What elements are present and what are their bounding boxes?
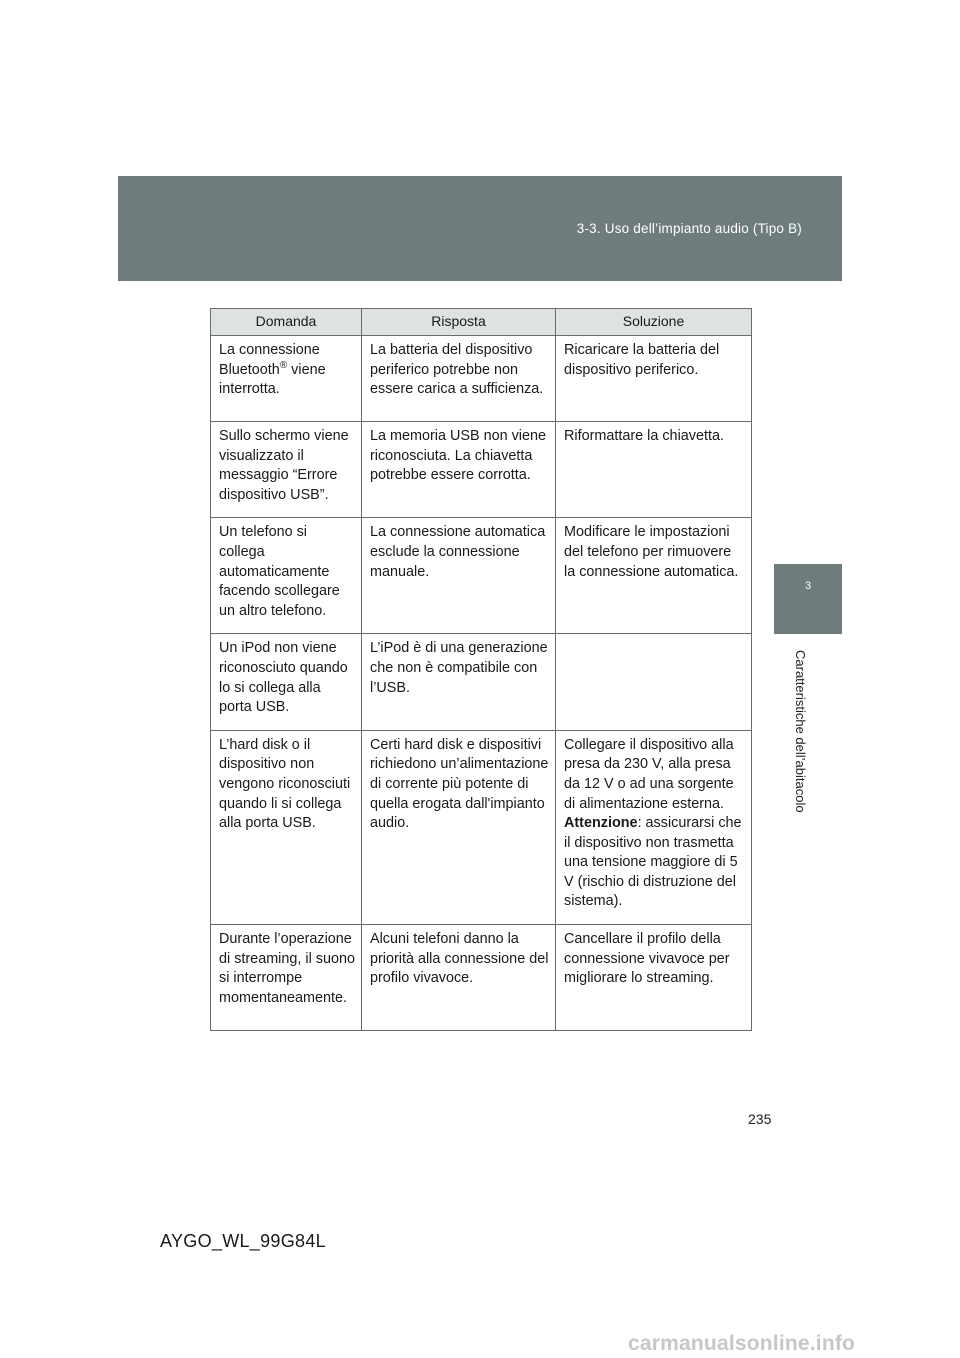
cell-soluzione: [556, 730, 752, 924]
chapter-number: 3: [804, 580, 812, 592]
document-code: AYGO_WL_99G84L: [160, 1231, 326, 1251]
cell-domanda: L’hard disk o il dispositivo non vengono riconosciuti quando li si collega alla porta USB.: [211, 730, 362, 924]
table-row: [211, 422, 752, 518]
chapter-label: Caratteristiche dell’abitacolo: [793, 650, 808, 813]
table-row: [211, 518, 752, 634]
column-header-soluzione: Soluzione: [556, 309, 752, 336]
domanda-text: La connessione Bluetooth: [219, 342, 320, 378]
chapter-tab: [774, 564, 842, 634]
table-row: [211, 336, 752, 422]
watermark: carmanualsonline.info: [628, 1332, 856, 1355]
cell-risposta: La batteria del dispositivo periferico potrebbe non essere carica a sufficienza.: [362, 336, 556, 422]
table-header-row: [211, 309, 752, 336]
table-row: [211, 634, 752, 730]
registered-mark: ®: [279, 359, 288, 371]
section-title: 3-3. Uso dell’impianto audio (Tipo B): [576, 221, 802, 236]
column-header-risposta: Risposta: [362, 309, 556, 336]
cell-domanda: Un iPod non viene riconosciuto quando lo si collega alla porta USB.: [211, 634, 362, 730]
cell-soluzione: Modificare le impostazioni del telefono per rimuovere la connessione automatica.: [556, 518, 752, 634]
cell-risposta: L’iPod è di una generazione che non è compatibile con l’USB.: [362, 634, 556, 730]
page-number: 235: [748, 1111, 772, 1127]
cell-domanda: Un telefono si collega automaticamente facendo scollegare un altro telefono.: [211, 518, 362, 634]
cell-domanda: Sullo schermo viene visualizzato il messaggio “Errore dispositivo USB”.: [211, 422, 362, 518]
table-row: [211, 925, 752, 1031]
cell-soluzione: Riformattare la chiavetta.: [556, 422, 752, 518]
domanda-text-cont: viene interrotta.: [219, 361, 326, 398]
cell-domanda: [211, 336, 362, 422]
section-header-band: [118, 176, 842, 281]
troubleshooting-table: [210, 308, 752, 1031]
column-header-domanda: Domanda: [211, 309, 362, 336]
cell-soluzione: Ricaricare la batteria del dispositivo periferico.: [556, 336, 752, 422]
table-row: [211, 730, 752, 924]
soluzione-text: Collegare il dispositivo alla presa da 230 V, alla presa da 12 V o ad una sorgente di alimentazione esterna.: [564, 736, 734, 812]
cell-risposta: Certi hard disk e dispositivi richiedono un’alimentazione di corrente più potente di quella erogata dall'impianto audio.: [362, 730, 556, 924]
cell-domanda: Durante l’operazione di streaming, il suono si interrompe momentaneamente.: [211, 925, 362, 1031]
cell-risposta: La connessione automatica esclude la connessione manuale.: [362, 518, 556, 634]
warning-text: : assicurarsi che il dispositivo non trasmetta una tensione maggiore di 5 V (rischio di distruzione del sistema).: [564, 815, 742, 910]
warning-label: Attenzione: [564, 815, 638, 832]
cell-soluzione: Cancellare il profilo della connessione vivavoce per migliorare lo streaming.: [556, 925, 752, 1031]
cell-risposta: Alcuni telefoni danno la priorità alla connessione del profilo vivavoce.: [362, 925, 556, 1031]
cell-risposta: La memoria USB non viene riconosciuta. La chiavetta potrebbe essere corrotta.: [362, 422, 556, 518]
cell-soluzione: [556, 634, 752, 730]
